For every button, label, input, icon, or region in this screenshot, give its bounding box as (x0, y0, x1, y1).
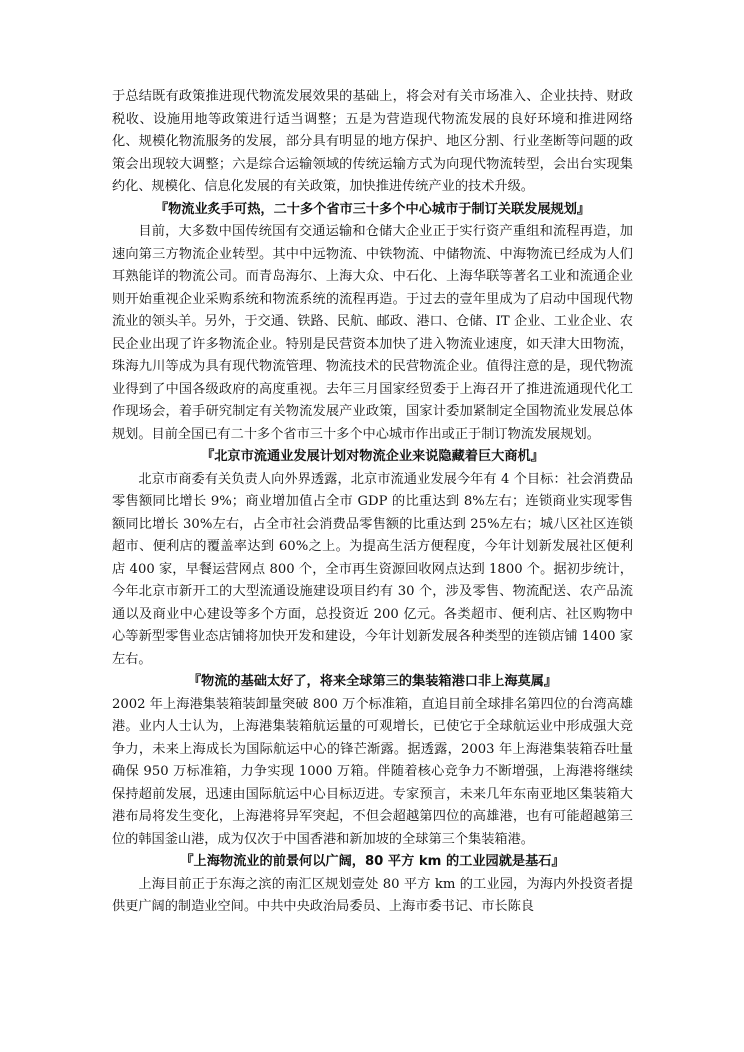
document-page (112, 86, 633, 919)
section-heading-logistics-hot: 『物流业炙手可热，二十多个省市三十多个中心城市于制订关联发展规划』 (154, 201, 591, 217)
paragraph-industrial-park: 上海目前正于东海之滨的南汇区规划壹处 80 平方 km 的工业园，为海内外投资者提供更广阔的制造业空间。中共中央政治局委员、上海市委书记、市长陈良 (112, 876, 633, 914)
section-heading-industrial-park: 『上海物流业的前景何以广阔，80 平方 km 的工业园就是基石』 (180, 854, 565, 869)
section-heading-shanghai-port: 『物流的基础太好了，将来全球第三的集装箱港口非上海莫属』 (187, 674, 558, 689)
paragraph-logistics-enterprises: 目前，大多数中国传统国有交通运输和仓储大企业正于实行资产重组和流程再造，加速向第三方物流企业转型。其中中远物流、中铁物流、中储物流、中海物流已经成为人们耳熟能详的物流公司。而青岛海尔、上海大众、中石化、上海华联等著名工业和流通企业则开始重视企业采购系统和物流系统的流程再造。于过去的壹年里成为了启动中国现代物流业的领头羊。另外，于交通、铁路、民航、邮政、港口、仓储、IT 企业、工业企业、农民企业出现了许多物流企业。特别是民营资本加快了进入物流业速度，如天津大田物流，珠海九川等成为具有现代物流管理、物流技术的民营物流企业。值得注意的是，现代物流业得到了中国各级政府的高度重视。去年三月国家经贸委于上海召开了推进流通现代化工作现场会，着手研究制定有关物流发展产业政策，国家计委加紧制定全国物流业发展总体规划。目前全国已有二十多个省市三十多个中心城市作出或正于制订物流发展规划。 (112, 224, 633, 442)
paragraph-beijing-targets: 北京市商委有关负责人向外界透露，北京市流通业发展今年有 4 个目标：社会消费品零售额同比增长 9%；商业增加值占全市 GDP 的比重达到 8%左右；连锁商业实现零售额同比增长 30%左右，占全市社会消费品零售额的比重达到 25%左右；城八区社区连锁超市、便利店的覆盖率达到 60%之上。为提高生活方便程度，今年计划新发展社区便利店 400 家，早餐运营网点 800 个，全市再生资源回收网点达到 1800 个。据初步统计，今年北京市新开工的大型流通设施建设项目约有 30 个，涉及零售、物流配送、农产品流通以及商业中心建设等多个方面，总投资近 200 亿元。各类超市、便利店、社区购物中心等新型零售业态店铺将加快开发和建设，今年计划新发展各种类型的连锁店铺 1400 家左右。 (112, 471, 633, 667)
section-heading-beijing-plan: 『北京市流通业发展计划对物流企业来说隐藏着巨大商机』 (201, 449, 544, 464)
paragraph-policy-adjustment: 于总结既有政策推进现代物流发展效果的基础上，将会对有关市场准入、企业扶持、财政税收、设施用地等政策进行适当调整；五是为营造现代物流发展的良好环境和推进网络化、规模化物流服务的发展，部分具有明显的地方保护、地区分割、行业垄断等问题的政策会出现较大调整；六是综合运输领域的传统运输方式为向现代物流转型，会出台实现集约化、规模化、信息化发展的有关政策，加快推进传统产业的技术升级。 (112, 89, 633, 194)
paragraph-shanghai-container-port: 2002 年上海港集装箱装卸量突破 800 万个标准箱，直追目前全球排名第四位的台湾高雄港。业内人士认为，上海港集装箱航运量的可观增长，已使它于全球航运业中形成强大竞争力，未来上海成长为国际航运中心的锋芒渐露。据透露，2003 年上海港集装箱吞吐量确保 950 万标准箱，力争实现 1000 万箱。伴随着核心竞争力不断增强，上海港将继续保持超前发展，迅速由国际航运中心目标迈进。专家预言，未来几年东南亚地区集装箱大港布局将发生变化，上海港将异军突起，不但会超越第四位的高雄港，也有可能超越第三位的韩国釜山港，成为仅次于中国香港和新加坡的全球第三个集装箱港。 (112, 696, 633, 847)
